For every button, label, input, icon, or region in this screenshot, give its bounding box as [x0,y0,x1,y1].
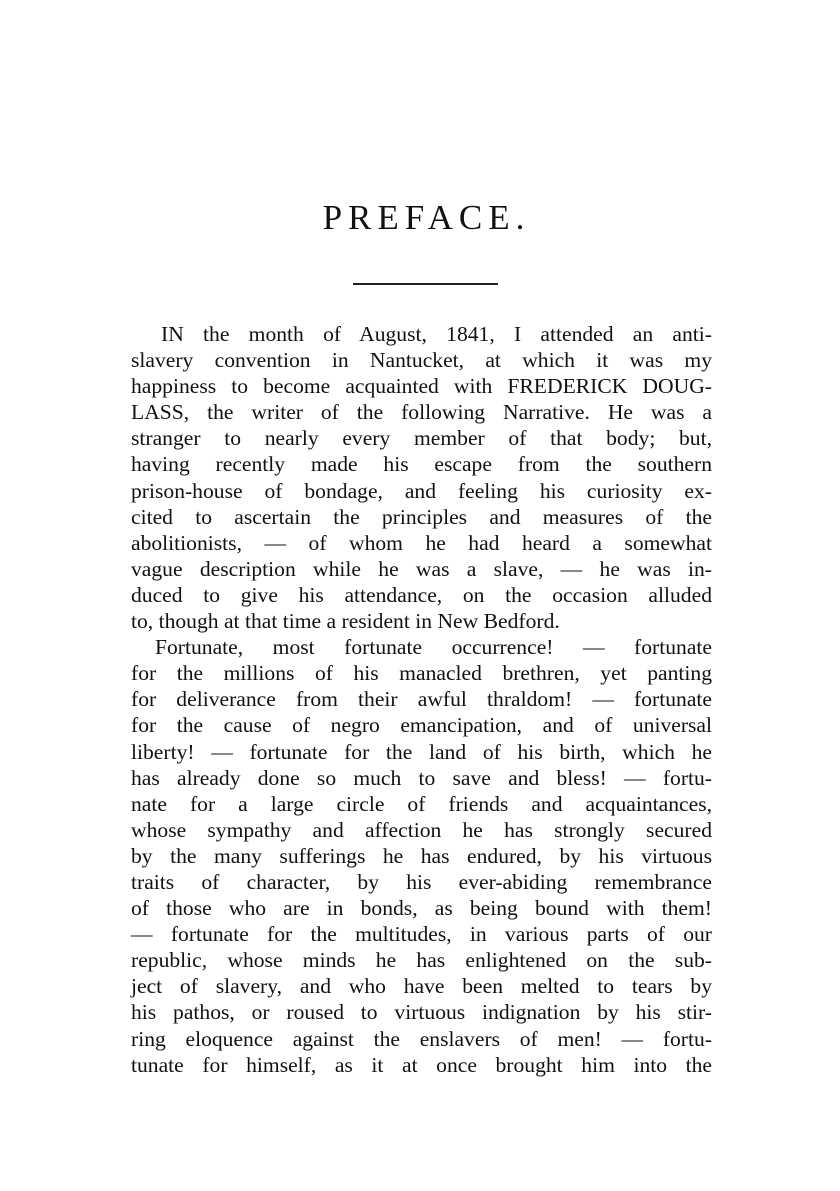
text-line: LASS, the writer of the following Narrative. He was a [131,400,712,425]
text-line: having recently made his escape from the southern [131,452,712,477]
text-line: ject of slavery, and who have been melted to tears by [131,974,712,999]
text-line: by the many sufferings he has endured, by his virtuous [131,843,712,868]
text-line: for deliverance from their awful thraldom! — fortunate [131,687,712,712]
paragraph-1 [131,321,712,634]
paragraph-2 [131,634,712,1078]
text-line: for the millions of his manacled brethren, yet panting [131,661,712,686]
preface-text [131,321,712,1078]
text-line: vague description while he was a slave, — he was in- [131,556,712,581]
text-line: has already done so much to save and bless! — fortu- [131,765,712,790]
text-line: stranger to nearly every member of that body; but, [131,426,712,451]
text-line: whose sympathy and affection he has strongly secured [131,817,712,842]
text-line: republic, whose minds he has enlightened on the sub- [131,948,712,973]
text-line: to, though at that time a resident in New Bedford. [131,609,560,634]
page-title: PREFACE. [322,198,531,237]
text-line: ring eloquence against the enslavers of men! — fortu- [131,1026,712,1051]
text-line: abolitionists, — of whom he had heard a somewhat [131,530,712,555]
text-line: of those who are in bonds, as being bound with them! [131,896,712,921]
text-line: happiness to become acquainted with FREDERICK DOUG- [131,374,712,399]
text-line: Fortunate, most fortunate occurrence! — fortunate [155,635,712,660]
text-line: liberty! — fortunate for the land of his birth, which he [131,739,712,764]
text-line: for the cause of negro emancipation, and of universal [131,713,712,738]
text-line: his pathos, or roused to virtuous indignation by his stir- [131,1000,712,1025]
text-line: traits of character, by his ever-abiding remembrance [131,869,712,894]
text-line: cited to ascertain the principles and measures of the [131,504,712,529]
text-line: tunate for himself, as it at once brought him into the [131,1052,712,1077]
text-line: — fortunate for the multitudes, in various parts of our [131,922,712,947]
text-line: slavery convention in Nantucket, at which it was my [131,348,712,373]
text-line: duced to give his attendance, on the occasion alluded [131,582,712,607]
text-line: nate for a large circle of friends and acquaintances, [131,791,712,816]
text-line: prison-house of bondage, and feeling his curiosity ex- [131,478,712,503]
text-line: IN the month of August, 1841, I attended an anti- [161,322,712,346]
title-rule [353,283,498,285]
